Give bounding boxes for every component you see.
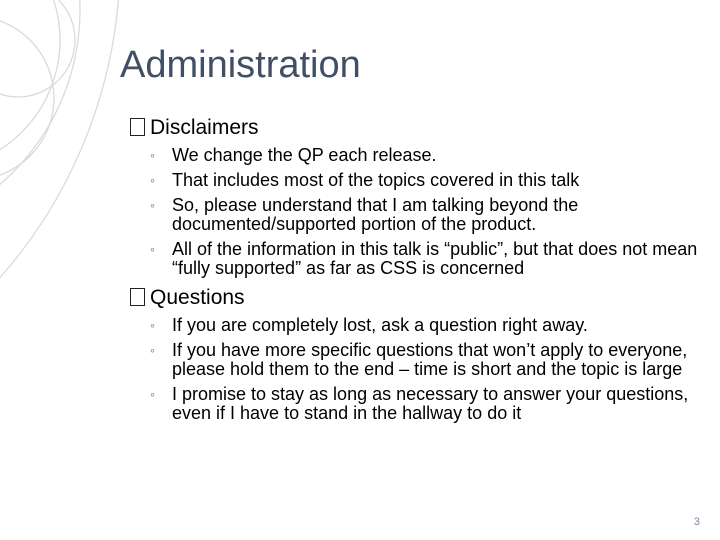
section-heading-row xyxy=(130,286,708,310)
list-item-text: That includes most of the topics covered in this talk xyxy=(172,170,580,190)
list-item-text: If you are completely lost, ask a question right away. xyxy=(172,315,588,335)
circle-bullet-icon: ◦ xyxy=(150,147,155,163)
section-heading-disclaimers: Disclaimers xyxy=(150,116,259,139)
page-number: 3 xyxy=(693,516,700,528)
list-item-text: So, please understand that I am talking beyond the documented/supported portion of the product. xyxy=(172,195,579,234)
list-item-text: All of the information in this talk is “public”, but that does not mean “fully supported” as far as CSS is concerned xyxy=(172,239,698,278)
list-item xyxy=(130,240,708,278)
list-item-text: I promise to stay as long as necessary to answer your questions, even if I have to stand in the hallway to do it xyxy=(172,384,689,423)
questions-list xyxy=(130,316,708,423)
slide-content xyxy=(130,116,708,423)
list-item xyxy=(130,385,708,423)
circle-bullet-icon: ◦ xyxy=(150,386,155,402)
circle-bullet-icon: ◦ xyxy=(150,342,155,358)
circle-bullet-icon: ◦ xyxy=(150,241,155,257)
circle-bullet-icon: ◦ xyxy=(150,172,155,188)
checkbox-icon xyxy=(130,288,145,306)
circle-bullet-icon: ◦ xyxy=(150,197,155,213)
list-item xyxy=(130,316,708,335)
list-item xyxy=(130,341,708,379)
list-item xyxy=(130,196,708,234)
deco-circle-4 xyxy=(0,0,80,240)
list-item-text: If you have more specific questions that won’t apply to everyone, please hold them to the end – time is short and the topic is large xyxy=(172,340,688,379)
section-questions xyxy=(130,286,708,423)
section-heading-row xyxy=(130,116,708,140)
section-heading-questions: Questions xyxy=(150,286,245,309)
checkbox-icon xyxy=(130,118,145,136)
circle-bullet-icon: ◦ xyxy=(150,317,155,333)
section-disclaimers xyxy=(130,116,708,278)
list-item xyxy=(130,146,708,165)
disclaimers-list xyxy=(130,146,708,278)
deco-circle-5 xyxy=(0,0,120,440)
list-item xyxy=(130,171,708,190)
list-item-text: We change the QP each release. xyxy=(172,145,437,165)
slide-title: Administration xyxy=(120,44,361,86)
